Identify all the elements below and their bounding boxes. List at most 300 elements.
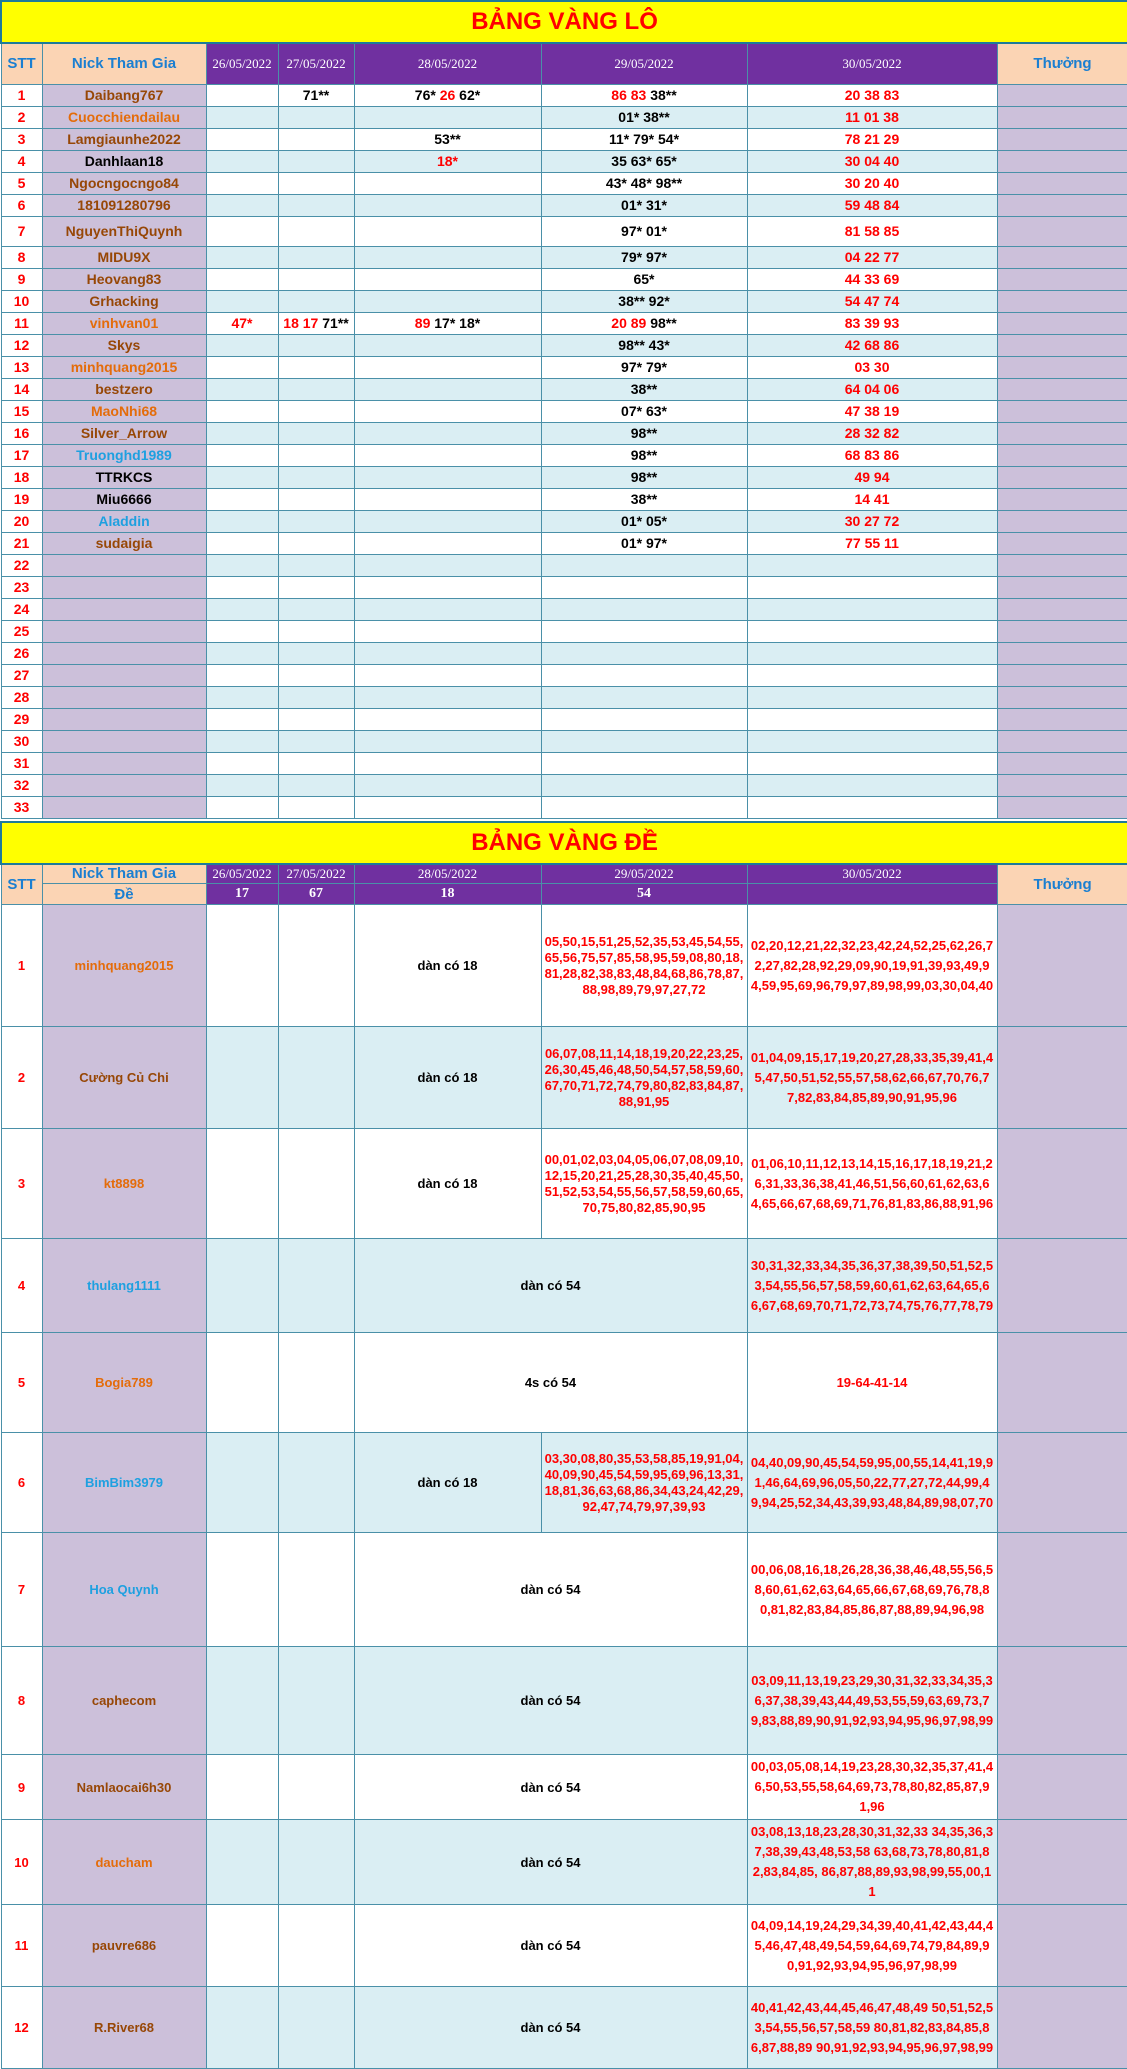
lo-cell (541, 84, 747, 106)
lo-number: 20 38 83 (845, 87, 900, 103)
lo-cell (278, 598, 354, 620)
lo-cell (354, 664, 541, 686)
de-numbers: 00,03,05,08,14,19,23,28,30,32,35,37,41,46,50,53,55,58,64,69,73,78,80,82,85,87,91,96 (747, 1755, 997, 1820)
row-stt: 23 (1, 576, 42, 598)
lo-number: 35 63* 65* (611, 153, 676, 169)
lo-number: 49 94 (854, 469, 889, 485)
lo-cell (354, 334, 541, 356)
row-nick: MaoNhi68 (42, 400, 206, 422)
lo-cell (747, 356, 997, 378)
lo-cell (747, 730, 997, 752)
lo-row (1, 532, 1127, 554)
row-thuong (997, 1820, 1127, 1905)
lo-cell (354, 106, 541, 128)
lo-cell (278, 128, 354, 150)
de-header-date: 29/05/2022 (541, 864, 747, 884)
row-stt: 4 (1, 1239, 42, 1333)
row-stt: 1 (1, 84, 42, 106)
lo-cell (354, 128, 541, 150)
row-nick: Ngocngocngo84 (42, 172, 206, 194)
lo-number: 47* (231, 315, 252, 331)
row-nick: Namlaocai6h30 (42, 1755, 206, 1820)
de-numbers: 04,09,14,19,24,29,34,39,40,41,42,43,44,45,46,47,48,49,54,59,64,69,74,79,84,89,90,91,92,93,94,95,96,97,98,99 (747, 1905, 997, 1987)
lo-cell (278, 686, 354, 708)
row-thuong (997, 642, 1127, 664)
lo-row (1, 268, 1127, 290)
lo-cell (278, 216, 354, 246)
lo-cell (354, 84, 541, 106)
lo-cell (541, 488, 747, 510)
lo-cell (541, 194, 747, 216)
row-stt: 13 (1, 356, 42, 378)
lo-number: 97* 01* (621, 223, 667, 239)
lo-cell (354, 312, 541, 334)
lo-cell (354, 444, 541, 466)
row-nick: bestzero (42, 378, 206, 400)
lo-cell (354, 708, 541, 730)
lo-cell (354, 730, 541, 752)
row-stt: 5 (1, 1333, 42, 1433)
row-thuong (997, 532, 1127, 554)
lo-cell (354, 642, 541, 664)
lo-row (1, 290, 1127, 312)
lo-cell (354, 796, 541, 818)
row-thuong (997, 150, 1127, 172)
row-thuong (997, 194, 1127, 216)
lo-cell (354, 620, 541, 642)
lo-row (1, 686, 1127, 708)
lo-cell (747, 150, 997, 172)
row-nick: Bogia789 (42, 1333, 206, 1433)
lo-row (1, 730, 1127, 752)
row-nick: thulang1111 (42, 1239, 206, 1333)
lo-number: 11 01 38 (845, 109, 899, 125)
row-stt: 16 (1, 422, 42, 444)
lo-cell (541, 510, 747, 532)
lo-cell (278, 356, 354, 378)
de-header-date: 27/05/2022 (278, 864, 354, 884)
de-cell (278, 1333, 354, 1433)
row-stt: 7 (1, 1533, 42, 1647)
row-stt: 32 (1, 774, 42, 796)
lo-cell (354, 290, 541, 312)
de-cell (278, 1755, 354, 1820)
row-stt: 3 (1, 128, 42, 150)
de-row (1, 1129, 1127, 1239)
lo-number: 01* 97* (621, 535, 667, 551)
lo-cell (354, 510, 541, 532)
lo-row (1, 422, 1127, 444)
de-row (1, 1239, 1127, 1333)
lo-cell (206, 532, 278, 554)
row-stt: 30 (1, 730, 42, 752)
row-stt: 26 (1, 642, 42, 664)
lo-cell (541, 620, 747, 642)
row-stt: 11 (1, 1905, 42, 1987)
lo-cell (747, 84, 997, 106)
lo-row (1, 356, 1127, 378)
lo-cell (747, 532, 997, 554)
lo-row (1, 194, 1127, 216)
lo-cell (541, 356, 747, 378)
lo-number: 53** (434, 131, 460, 147)
de-numbers: 01,04,09,15,17,19,20,27,28,33,35,39,41,45,47,50,51,52,55,57,58,62,66,67,70,76,77,82,83,84,85,89,90,91,95,96 (747, 1027, 997, 1129)
lo-cell (541, 576, 747, 598)
lo-cell (354, 598, 541, 620)
row-thuong (997, 422, 1127, 444)
lo-cell (541, 664, 747, 686)
row-nick: Heovang83 (42, 268, 206, 290)
row-thuong (997, 378, 1127, 400)
lo-row (1, 466, 1127, 488)
lo-cell (541, 246, 747, 268)
lo-number: 77 55 11 (845, 535, 899, 551)
lo-number: 79* 97* (621, 249, 667, 265)
lo-cell (278, 246, 354, 268)
lo-number: 11* 79* 54* (609, 131, 679, 147)
lo-cell (278, 106, 354, 128)
row-nick: Miu6666 (42, 488, 206, 510)
row-stt: 6 (1, 194, 42, 216)
lo-cell (206, 290, 278, 312)
lo-cell (541, 172, 747, 194)
row-thuong (997, 1987, 1127, 2069)
lo-header-date: 27/05/2022 (278, 43, 354, 84)
lo-number: 07* 63* (621, 403, 667, 419)
de-cell (206, 1239, 278, 1333)
lo-cell (354, 378, 541, 400)
de-row (1, 1987, 1127, 2069)
row-nick: Cường Củ Chi (42, 1027, 206, 1129)
row-nick: Aladdin (42, 510, 206, 532)
lo-cell (747, 510, 997, 532)
lo-number: 83 39 93 (845, 315, 900, 331)
row-thuong (997, 128, 1127, 150)
lo-cell (206, 642, 278, 664)
row-stt: 9 (1, 268, 42, 290)
lo-row (1, 246, 1127, 268)
lo-cell (278, 172, 354, 194)
row-thuong (997, 1333, 1127, 1433)
row-stt: 24 (1, 598, 42, 620)
lo-cell (354, 488, 541, 510)
lo-cell (354, 246, 541, 268)
de-row (1, 1905, 1127, 1987)
de-header-stt: STT (1, 864, 42, 905)
lo-cell (278, 554, 354, 576)
row-thuong (997, 466, 1127, 488)
lo-cell (206, 598, 278, 620)
de-row (1, 1433, 1127, 1533)
lo-cell (354, 216, 541, 246)
lo-row (1, 106, 1127, 128)
lo-cell (206, 576, 278, 598)
de-row (1, 1755, 1127, 1820)
lo-cell (541, 268, 747, 290)
lo-number: 30 04 40 (845, 153, 900, 169)
row-thuong (997, 356, 1127, 378)
lo-cell (747, 774, 997, 796)
lo-number: 86 83 (611, 87, 646, 103)
lo-cell (747, 422, 997, 444)
row-nick (42, 576, 206, 598)
row-stt: 2 (1, 106, 42, 128)
row-thuong (997, 312, 1127, 334)
de-numbers: 03,09,11,13,19,23,29,30,31,32,33,34,35,36,37,38,39,43,44,49,53,55,59,63,69,73,79,83,88,89,90,91,92,93,94,95,96,97,98,99 (747, 1647, 997, 1755)
de-cell (278, 1647, 354, 1755)
row-nick (42, 664, 206, 686)
lo-cell (206, 686, 278, 708)
row-stt: 27 (1, 664, 42, 686)
lo-cell (747, 246, 997, 268)
de-numbers: 40,41,42,43,44,45,46,47,48,49 50,51,52,53,54,55,56,57,58,59 80,81,82,83,84,85,86,87,88,89 90,91,92,93,94,95,96,97,98,99 (747, 1987, 997, 2069)
lo-cell (278, 378, 354, 400)
lo-cell (541, 128, 747, 150)
lo-cell (206, 510, 278, 532)
lo-cell (206, 268, 278, 290)
lo-cell (278, 576, 354, 598)
row-nick (42, 554, 206, 576)
row-nick (42, 598, 206, 620)
de-cell (206, 1333, 278, 1433)
row-stt: 12 (1, 1987, 42, 2069)
lo-row (1, 488, 1127, 510)
row-nick: NguyenThiQuynh (42, 216, 206, 246)
lo-cell (278, 444, 354, 466)
lo-cell (747, 488, 997, 510)
lo-cell (278, 312, 354, 334)
lo-cell (278, 796, 354, 818)
row-stt: 8 (1, 1647, 42, 1755)
row-stt: 31 (1, 752, 42, 774)
row-nick: minhquang2015 (42, 905, 206, 1027)
row-thuong (997, 664, 1127, 686)
de-cell (206, 1987, 278, 2069)
lo-number: 64 04 06 (845, 381, 900, 397)
lo-number: 03 30 (854, 359, 889, 375)
lo-cell (206, 150, 278, 172)
lo-cell (206, 194, 278, 216)
lo-number: 47 38 19 (845, 403, 900, 419)
row-thuong (997, 268, 1127, 290)
de-row (1, 1027, 1127, 1129)
lo-cell (541, 686, 747, 708)
row-thuong (997, 444, 1127, 466)
row-thuong (997, 1129, 1127, 1239)
de-result: 17 (206, 884, 278, 905)
de-note: dàn có 18 (354, 1433, 541, 1533)
lo-cell (278, 510, 354, 532)
lo-row (1, 312, 1127, 334)
row-nick: Truonghd1989 (42, 444, 206, 466)
de-note: dàn có 54 (354, 1987, 747, 2069)
de-cell (278, 1905, 354, 1987)
lo-cell (354, 356, 541, 378)
row-thuong (997, 106, 1127, 128)
row-stt: 19 (1, 488, 42, 510)
row-nick (42, 796, 206, 818)
lo-cell (541, 290, 747, 312)
lo-number: 97* 79* (621, 359, 667, 375)
lo-number: 30 27 72 (845, 513, 900, 529)
lo-cell (206, 246, 278, 268)
lo-cell (541, 400, 747, 422)
row-stt: 21 (1, 532, 42, 554)
de-cell (206, 1533, 278, 1647)
lo-number: 17* 18* (430, 315, 480, 331)
lo-title: BẢNG VÀNG LÔ (1, 1, 1127, 43)
row-thuong (997, 796, 1127, 818)
row-thuong (997, 1533, 1127, 1647)
lo-cell (747, 106, 997, 128)
lo-cell (278, 620, 354, 642)
de-numbers: 00,01,02,03,04,05,06,07,08,09,10,12,15,20,21,25,28,30,35,40,45,50,51,52,53,54,55,56,57,58,59,60,65,70,75,80,82,85,90,95 (541, 1129, 747, 1239)
de-numbers: 06,07,08,11,14,18,19,20,22,23,25,26,30,45,46,48,50,54,57,58,59,60,67,70,71,72,74,79,80,82,83,84,87,88,91,95 (541, 1027, 747, 1129)
lo-row (1, 598, 1127, 620)
lo-row (1, 554, 1127, 576)
lo-row (1, 400, 1127, 422)
de-header-de: Đề (42, 884, 206, 905)
row-nick: BimBim3979 (42, 1433, 206, 1533)
lo-cell (354, 774, 541, 796)
lo-cell (747, 128, 997, 150)
de-cell (278, 1027, 354, 1129)
row-thuong (997, 172, 1127, 194)
lo-cell (747, 554, 997, 576)
lo-cell (354, 268, 541, 290)
lo-cell (541, 708, 747, 730)
lo-cell (541, 774, 747, 796)
lo-number: 01* 38** (618, 109, 669, 125)
de-note: dàn có 54 (354, 1239, 747, 1333)
lo-cell (354, 752, 541, 774)
lo-cell (747, 686, 997, 708)
de-cell (206, 1647, 278, 1755)
row-stt: 6 (1, 1433, 42, 1533)
lo-number: 20 89 (611, 315, 646, 331)
row-nick: Silver_Arrow (42, 422, 206, 444)
de-numbers: 00,06,08,16,18,26,28,36,38,46,48,55,56,58,60,61,62,63,64,65,66,67,68,69,76,78,80,81,82,83,84,85,86,87,88,89,94,96,98 (747, 1533, 997, 1647)
row-stt: 20 (1, 510, 42, 532)
lo-cell (541, 598, 747, 620)
lo-body (1, 84, 1127, 818)
de-numbers: 04,40,09,90,45,54,59,95,00,55,14,41,19,91,46,64,69,96,05,50,22,77,27,72,44,99,49,94,25,52,34,43,39,93,48,84,89,98,07,70 (747, 1433, 997, 1533)
lo-cell (278, 290, 354, 312)
lo-cell (747, 290, 997, 312)
de-cell (206, 1820, 278, 1905)
lo-row (1, 576, 1127, 598)
lo-number: 38** 92* (618, 293, 669, 309)
lo-cell (541, 752, 747, 774)
lo-number: 42 68 86 (845, 337, 900, 353)
de-cell (206, 1027, 278, 1129)
lo-row (1, 708, 1127, 730)
row-nick (42, 708, 206, 730)
row-thuong (997, 576, 1127, 598)
lo-cell (747, 708, 997, 730)
de-cell (278, 1433, 354, 1533)
de-cell (206, 1129, 278, 1239)
row-nick: vinhvan01 (42, 312, 206, 334)
lo-row (1, 664, 1127, 686)
row-stt: 18 (1, 466, 42, 488)
row-nick (42, 642, 206, 664)
de-row (1, 1820, 1127, 1905)
de-cell (206, 1755, 278, 1820)
lo-number: 14 41 (854, 491, 889, 507)
row-nick: Daibang767 (42, 84, 206, 106)
row-stt: 3 (1, 1129, 42, 1239)
row-thuong (997, 598, 1127, 620)
lo-header-date: 30/05/2022 (747, 43, 997, 84)
de-note: 4s có 54 (354, 1333, 747, 1433)
lo-cell (354, 150, 541, 172)
de-note: dàn có 54 (354, 1647, 747, 1755)
lo-header-thuong: Thưởng (997, 43, 1127, 84)
lo-number: 78 21 29 (845, 131, 900, 147)
de-numbers: 03,30,08,80,35,53,58,85,19,91,04,40,09,90,45,54,59,95,69,96,13,31,18,81,36,63,68,86,34,43,24,42,29,92,47,74,79,97,39,93 (541, 1433, 747, 1533)
lo-cell (278, 664, 354, 686)
row-thuong (997, 620, 1127, 642)
de-note: dàn có 18 (354, 1027, 541, 1129)
lo-cell (541, 312, 747, 334)
row-stt: 33 (1, 796, 42, 818)
lo-cell (206, 128, 278, 150)
lo-cell (206, 312, 278, 334)
row-thuong (997, 1239, 1127, 1333)
de-row (1, 1333, 1127, 1433)
de-result: 67 (278, 884, 354, 905)
lo-number: 98** (631, 425, 657, 441)
lo-cell (354, 194, 541, 216)
lo-cell (278, 466, 354, 488)
de-note: dàn có 54 (354, 1820, 747, 1905)
row-thuong (997, 334, 1127, 356)
lo-cell (206, 84, 278, 106)
de-body (1, 905, 1127, 2069)
lo-cell (206, 774, 278, 796)
row-nick: Danhlaan18 (42, 150, 206, 172)
lo-row (1, 172, 1127, 194)
row-nick: pauvre686 (42, 1905, 206, 1987)
row-thuong (997, 216, 1127, 246)
lo-cell (541, 422, 747, 444)
row-nick: Hoa Quynh (42, 1533, 206, 1647)
row-stt: 1 (1, 905, 42, 1027)
lo-cell (278, 150, 354, 172)
lo-row (1, 752, 1127, 774)
de-cell (278, 1533, 354, 1647)
lo-cell (541, 642, 747, 664)
row-thuong (997, 905, 1127, 1027)
lo-cell (206, 400, 278, 422)
row-stt: 8 (1, 246, 42, 268)
row-stt: 7 (1, 216, 42, 246)
lo-cell (206, 172, 278, 194)
lo-cell (747, 466, 997, 488)
row-nick (42, 730, 206, 752)
lo-row (1, 216, 1127, 246)
de-result (747, 884, 997, 905)
lo-cell (541, 730, 747, 752)
row-nick: 181091280796 (42, 194, 206, 216)
lo-cell (541, 532, 747, 554)
lo-cell (747, 216, 997, 246)
lo-cell (278, 400, 354, 422)
de-cell (278, 1129, 354, 1239)
de-numbers: 02,20,12,21,22,32,23,42,24,52,25,62,26,72,27,82,28,92,29,09,90,19,91,39,93,49,94,59,95,69,96,79,97,89,98,99,03,30,04,40 (747, 905, 997, 1027)
row-nick (42, 686, 206, 708)
